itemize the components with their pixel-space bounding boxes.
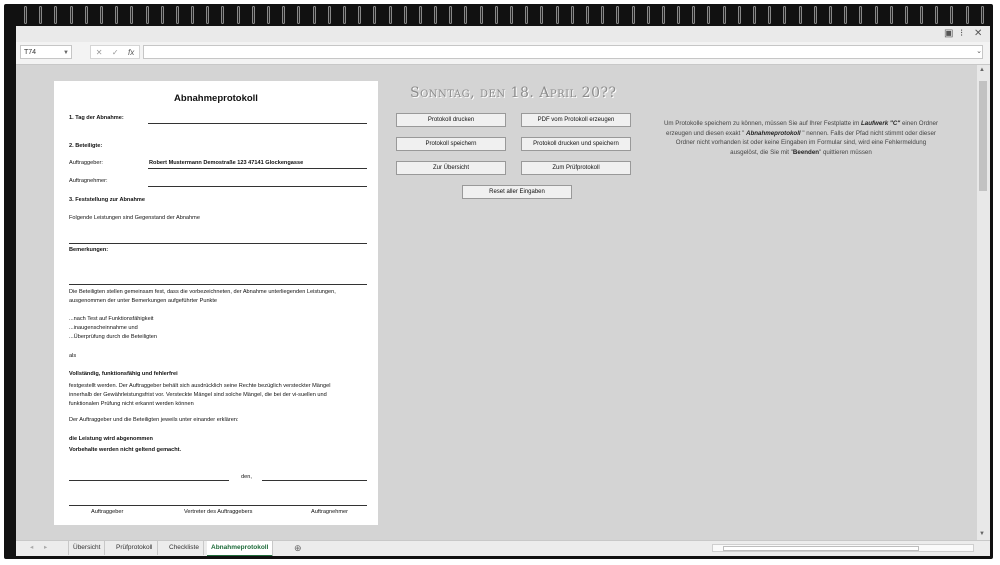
- spiral-ring: [905, 6, 908, 24]
- doc-title: Abnahmeprotokoll: [174, 93, 258, 104]
- spiral-ring: [707, 6, 710, 24]
- para-4: innerhalb der Gewährleistungsfrist vor. Versteckte Mängel sind solche Mängel, die bei der vi-suellen und: [69, 392, 327, 398]
- tab-overview[interactable]: Übersicht: [68, 541, 105, 555]
- spiral-ring: [692, 6, 695, 24]
- excel-window: [16, 26, 990, 556]
- save-button[interactable]: Protokoll speichern: [396, 137, 506, 151]
- spiral-ring: [419, 6, 422, 24]
- spiral-ring: [677, 6, 680, 24]
- add-sheet-icon[interactable]: ⊕: [294, 543, 302, 553]
- ribbon-display-icon[interactable]: ▣: [944, 28, 954, 39]
- spiral-ring: [935, 6, 938, 24]
- print-button[interactable]: Protokoll drucken: [396, 113, 506, 127]
- spiral-ring: [890, 6, 893, 24]
- spiral-ring: [632, 6, 635, 24]
- spiral-ring: [267, 6, 270, 24]
- spiral-ring: [24, 6, 27, 24]
- option-2: ...inaugenscheinnahme und: [69, 325, 138, 331]
- vertical-scrollbar[interactable]: [977, 65, 990, 540]
- info-text: [661, 119, 941, 157]
- black-frame: [4, 4, 993, 559]
- spiral-ring: [85, 6, 88, 24]
- para-5: funktionalen Prüfung nicht erkannt werden können: [69, 401, 194, 407]
- spiral-binding: [24, 6, 984, 24]
- tab-next-icon[interactable]: ▸: [44, 544, 48, 551]
- formula-input[interactable]: [143, 45, 983, 59]
- expand-formula-icon[interactable]: ⌄: [976, 48, 982, 55]
- spiral-ring: [449, 6, 452, 24]
- reserve-text: Vorbehalte werden nicht geltend gemacht.: [69, 447, 182, 453]
- spiral-ring: [313, 6, 316, 24]
- section-participants: 2. Beteiligte:: [69, 143, 103, 149]
- spiral-ring: [920, 6, 923, 24]
- horizontal-scrollbar[interactable]: [712, 544, 974, 552]
- spiral-ring: [966, 6, 969, 24]
- spiral-ring: [540, 6, 543, 24]
- section-date: 1. Tag der Abnahme:: [69, 115, 124, 121]
- spiral-ring: [601, 6, 604, 24]
- para-1: Die Beteiligten stellen gemeinsam fest, dass die vorbezeichneten, der Abnahme unterliegenden Leistungen,: [69, 289, 336, 295]
- spiral-ring: [647, 6, 650, 24]
- den-text: den,: [241, 474, 252, 480]
- tab-prev-icon[interactable]: ◂: [30, 544, 34, 551]
- check-protocol-button[interactable]: Zum Prüfprotokoll: [521, 161, 631, 175]
- findings-line[interactable]: [69, 243, 367, 244]
- pdf-button[interactable]: PDF vom Protokoll erzeugen: [521, 113, 631, 127]
- formula-bar: [16, 42, 990, 65]
- sig-client: Auftraggeber: [91, 509, 124, 515]
- spiral-ring: [859, 6, 862, 24]
- place-line[interactable]: [69, 480, 229, 481]
- client-value[interactable]: Robert Mustermann Demostraße 123 47141 Glockengasse: [149, 160, 304, 166]
- vertical-scroll-thumb[interactable]: [979, 81, 987, 191]
- spiral-ring: [556, 6, 559, 24]
- horizontal-scroll-thumb[interactable]: [723, 546, 919, 551]
- als-text: als: [69, 353, 77, 359]
- spiral-ring: [237, 6, 240, 24]
- spiral-ring: [206, 6, 209, 24]
- spiral-ring: [875, 6, 878, 24]
- spiral-ring: [191, 6, 194, 24]
- spiral-ring: [525, 6, 528, 24]
- spiral-ring: [358, 6, 361, 24]
- date-sign-line[interactable]: [262, 480, 367, 481]
- spiral-ring: [404, 6, 407, 24]
- spiral-ring: [297, 6, 300, 24]
- sig-contractor: Auftragnehmer: [311, 509, 349, 515]
- sheet-area[interactable]: [16, 65, 977, 540]
- spiral-ring: [768, 6, 771, 24]
- title-bar: [16, 26, 990, 42]
- client-line: [148, 168, 367, 169]
- info-quit: Beenden: [792, 148, 820, 156]
- spiral-ring: [39, 6, 42, 24]
- spiral-ring: [829, 6, 832, 24]
- spiral-ring: [738, 6, 741, 24]
- spiral-ring: [586, 6, 589, 24]
- option-3: ...Überprüfung durch die Beteiligten: [69, 334, 158, 340]
- tab-abnahmeprotokoll[interactable]: Abnahmeprotokoll: [207, 541, 273, 556]
- spiral-ring: [799, 6, 802, 24]
- spiral-ring: [495, 6, 498, 24]
- protocol-document: [54, 81, 378, 525]
- tab-pruefprotokoll[interactable]: Prüfprotokoll: [112, 541, 158, 555]
- spiral-ring: [328, 6, 331, 24]
- spiral-ring: [389, 6, 392, 24]
- spiral-ring: [844, 6, 847, 24]
- spiral-ring: [343, 6, 346, 24]
- spiral-ring: [70, 6, 73, 24]
- option-1: ...nach Test auf Funktionsfähigkeit: [69, 316, 154, 322]
- spiral-ring: [100, 6, 103, 24]
- tab-checkliste[interactable]: Checkliste: [165, 541, 204, 555]
- spiral-ring: [434, 6, 437, 24]
- restore-icon[interactable]: ⁝: [960, 28, 964, 39]
- spiral-ring: [814, 6, 817, 24]
- spiral-ring: [723, 6, 726, 24]
- name-box-value: T74: [24, 49, 37, 56]
- spiral-ring: [176, 6, 179, 24]
- spiral-ring: [130, 6, 133, 24]
- spiral-ring: [221, 6, 224, 24]
- spiral-ring: [282, 6, 285, 24]
- spiral-ring: [616, 6, 619, 24]
- section-findings: 3. Feststellung zur Abnahme: [69, 197, 145, 203]
- info-folder: Abnahmeprotokoll: [745, 129, 801, 137]
- para-2: ausgenommen der unter Bemerkungen aufgeführter Punkte: [69, 298, 218, 304]
- date-line[interactable]: [148, 123, 367, 124]
- spiral-ring: [753, 6, 756, 24]
- spiral-ring: [510, 6, 513, 24]
- print-save-button[interactable]: Protokoll drucken und speichern: [521, 137, 631, 151]
- accept-text: die Leistung wird abgenommen: [69, 436, 153, 442]
- name-box[interactable]: [20, 45, 72, 59]
- spiral-ring: [950, 6, 953, 24]
- check-icon[interactable]: ✓: [111, 47, 119, 57]
- close-icon[interactable]: ✕: [974, 28, 983, 39]
- findings-text: Folgende Leistungen sind Gegenstand der Abnahme: [69, 215, 200, 221]
- spiral-ring: [115, 6, 118, 24]
- signature-line[interactable]: [69, 505, 367, 506]
- spiral-ring: [662, 6, 665, 24]
- sheet-tab-bar: [16, 540, 990, 556]
- fx-icon[interactable]: fx: [128, 47, 135, 57]
- contractor-label: Auftragnehmer:: [69, 178, 108, 184]
- complete-text: Vollständig, funktionsfähig und fehlerfrei: [69, 371, 178, 377]
- chevron-down-icon[interactable]: ▼: [63, 50, 69, 56]
- info-part-4: " quittieren müssen: [819, 148, 872, 156]
- info-drive: Laufwerk "C": [861, 120, 901, 127]
- cancel-icon[interactable]: ✕: [95, 47, 103, 57]
- scroll-down-icon[interactable]: ▼: [979, 531, 985, 537]
- overview-button[interactable]: Zur Übersicht: [396, 161, 506, 175]
- info-part-2: einen Ordner erzeugen und diesen exakt ": [666, 120, 939, 137]
- remarks-label: Bemerkungen:: [69, 247, 109, 253]
- para-3: festgestellt werden. Der Auftraggeber behält sich ausdrücklich seine Rechte bezüglich versteckter Mängel: [69, 383, 331, 389]
- day-title: Sonntag, den 18. April 20??: [410, 85, 617, 101]
- scroll-up-icon[interactable]: ▲: [979, 67, 985, 73]
- reset-button[interactable]: Reset aller Eingaben: [462, 185, 572, 199]
- spiral-ring: [252, 6, 255, 24]
- spiral-ring: [480, 6, 483, 24]
- info-part-3: " nennen. Falls der Pfad nicht stimmt oder dieser Ordner nicht vorhanden ist oder keine Eingaben im Formular sind, wird eine Fehlermeldung ausgelöst, die Sie mit ": [675, 129, 936, 156]
- spiral-ring: [54, 6, 57, 24]
- spiral-ring: [783, 6, 786, 24]
- client-label: Auftraggeber:: [69, 160, 103, 166]
- remarks-line[interactable]: [69, 284, 367, 285]
- spiral-ring: [146, 6, 149, 24]
- spiral-ring: [981, 6, 984, 24]
- spiral-ring: [161, 6, 164, 24]
- info-part-1: Um Protokolle speichern zu können, müssen Sie auf Ihrer Festplatte im: [663, 120, 861, 127]
- formula-icons: [90, 45, 140, 59]
- sig-representative: Vertreter des Auftraggebers: [184, 509, 253, 515]
- para-6: Der Auftraggeber und die Beteiligten jeweils unter einander erklären:: [69, 417, 239, 423]
- spiral-ring: [571, 6, 574, 24]
- spiral-ring: [464, 6, 467, 24]
- spiral-ring: [373, 6, 376, 24]
- contractor-line[interactable]: [148, 186, 367, 187]
